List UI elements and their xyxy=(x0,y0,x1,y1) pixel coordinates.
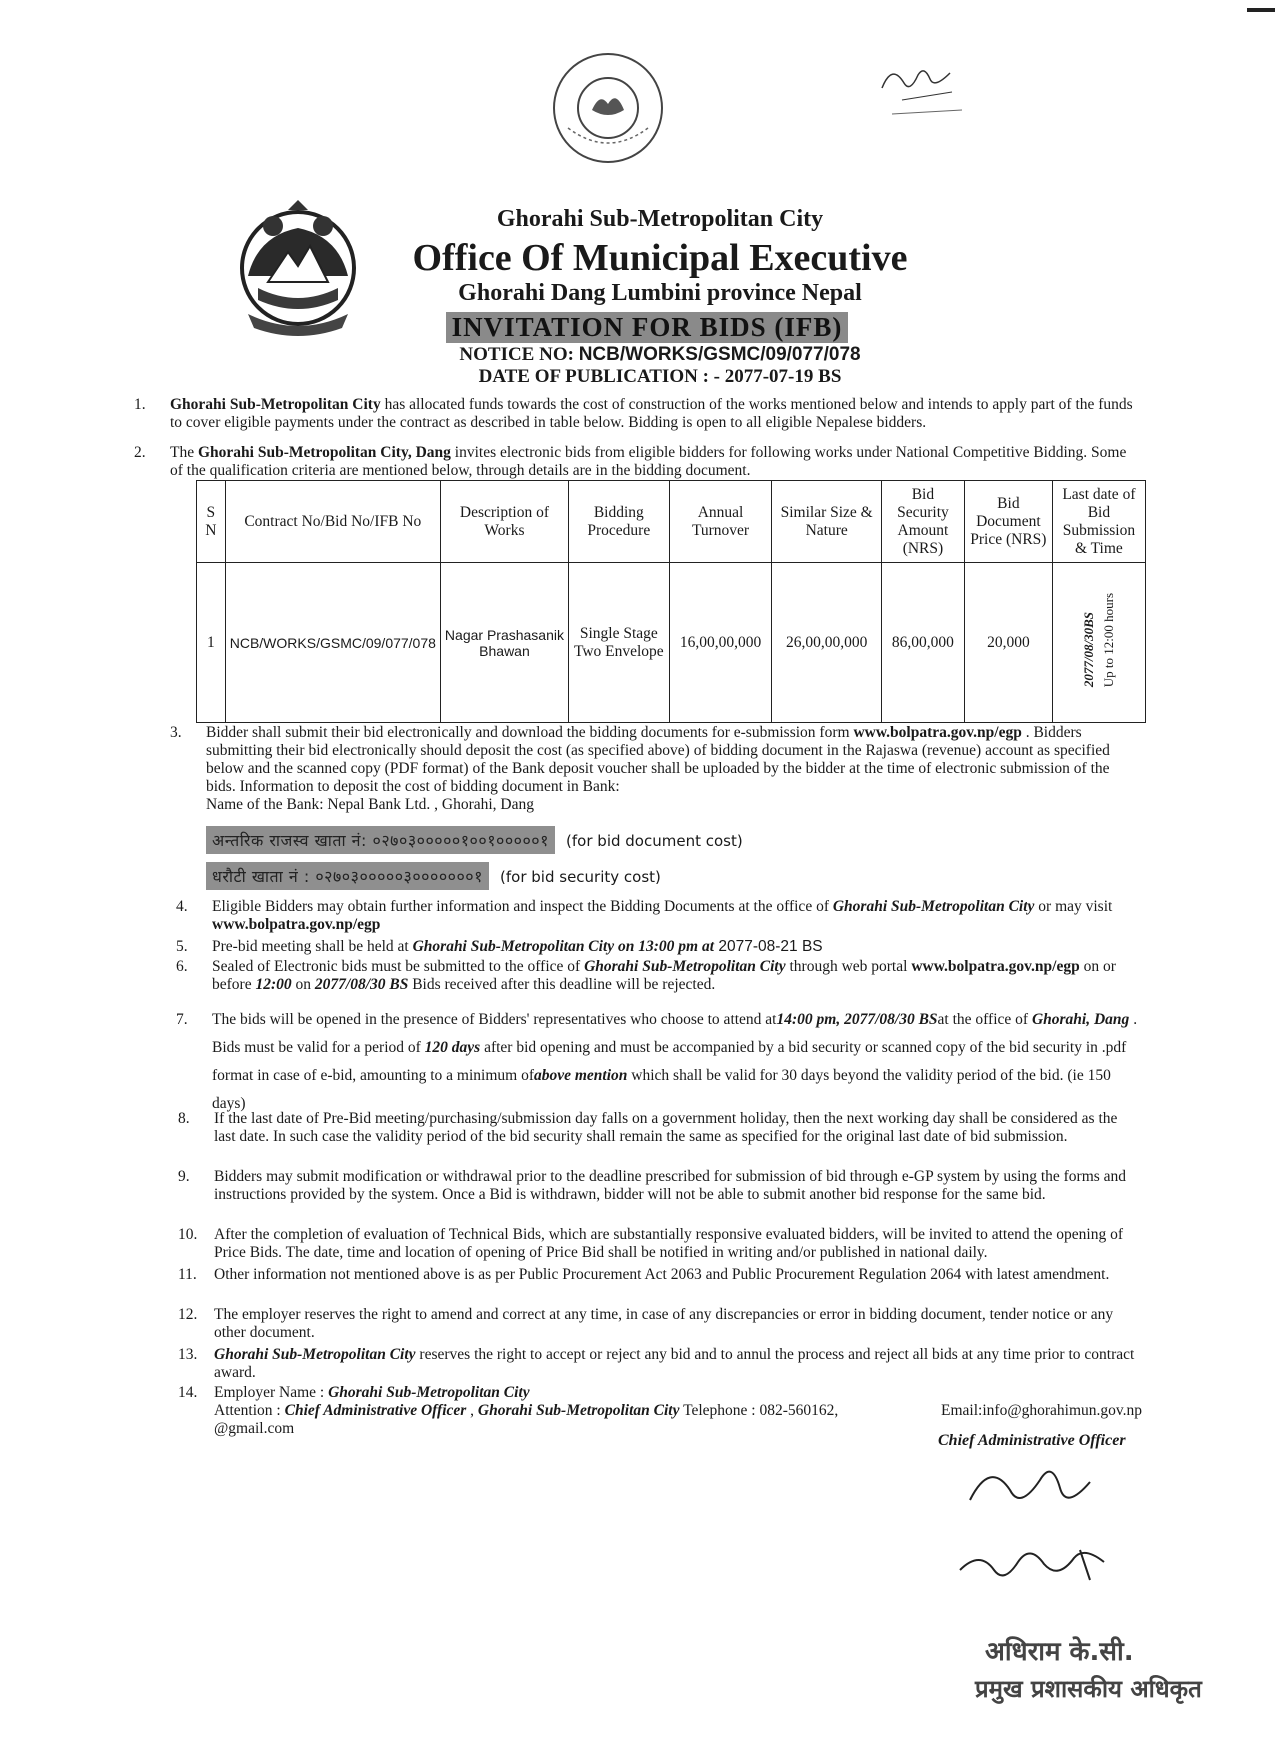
account-row-security xyxy=(206,862,661,890)
deadline-date: 2077/08/30BS xyxy=(1080,612,1096,688)
cell-description: Nagar Prashasanik Bhawan xyxy=(440,563,568,723)
city-name: Ghorahi Sub-Metropolitan City xyxy=(496,206,824,232)
clause-8: 8. If the last date of Pre-Bid meeting/purchasing/submission day falls on a government holiday, then the next working day shall be considered as the last date. In such case the validity period of the bid security shall remain the same as specified for the original last date of bid submission. xyxy=(178,1110,1118,1145)
clause-2: 2. The Ghorahi Sub-Metropolitan City, Dang invites electronic bids from eligible bidders for following works under National Competitive Bidding. Some of the qualification criteria are mentioned below, through details are in the bidding document. xyxy=(134,444,1127,479)
clause-1: 1. Ghorahi Sub-Metropolitan City has allocated funds towards the cost of construction of the works mentioned below and intends to apply part of the funds to cover eligible payments under the contract as described in table below. Bidding is open to all eligible Nepalese bidders. xyxy=(134,396,1133,431)
table-header-row xyxy=(197,481,1146,563)
cell-price: 20,000 xyxy=(964,563,1052,723)
clause-11: 11. Other information not mentioned above is as per Public Procurement Act 2063 and Public Procurement Regulation 2064 with latest amendment. xyxy=(178,1266,1110,1283)
bids-table xyxy=(196,480,1146,723)
clause-6: 6. Sealed of Electronic bids must be submitted to the office of Ghorahi Sub-Metropolitan City through web portal www.bolpatra.gov.np/egp on or before 12:00 on 2077/08/30 BS Bids received after this deadline will be rejected. xyxy=(176,958,1116,993)
publication-date: DATE OF PUBLICATION : - 2077-07-19 BS xyxy=(478,366,842,387)
clause-5: 5. Pre-bid meeting shall be held at Ghorahi Sub-Metropolitan City on 13:00 pm at 2077-08-21 BS xyxy=(176,938,823,955)
cell-turnover: 16,00,00,000 xyxy=(669,563,772,723)
clause-13: 13. Ghorahi Sub-Metropolitan City reserves the right to accept or reject any bid and to annul the process and reject all bids at any time prior to contract award. xyxy=(178,1346,1135,1381)
col-security: Bid Security Amount (NRS) xyxy=(881,481,964,563)
office-address: Ghorahi Dang Lumbini province Nepal xyxy=(458,280,862,306)
cell-security: 86,00,000 xyxy=(881,563,964,723)
office-title: Office Of Municipal Executive xyxy=(412,237,908,279)
cell-sn: 1 xyxy=(197,563,226,723)
col-deadline: Last date of Bid Submission & Time xyxy=(1052,481,1145,563)
col-contract: Contract No/Bid No/IFB No xyxy=(225,481,440,563)
bank-name: Name of the Bank: Nepal Bank Ltd. , Ghorahi, Dang xyxy=(206,796,534,813)
clause-12: 12. The employer reserves the right to amend and correct at any time, in case of any discrepancies or error in bidding document, tender notice or any other document. xyxy=(178,1306,1114,1341)
col-turnover: Annual Turnover xyxy=(669,481,772,563)
notice-heading: INVITATION FOR BIDS (IFB) xyxy=(446,312,848,343)
col-sn: S N xyxy=(197,481,226,563)
cell-procedure: Single Stage Two Envelope xyxy=(568,563,669,723)
col-similar: Similar Size & Nature xyxy=(772,481,881,563)
clause-9: 9. Bidders may submit modification or withdrawal prior to the deadline prescribed for submission of bid through e-GP system by using the forms and instructions provided by the system. Once a Bid is withdrawn, bidder will not be able to submit another bid response for the same bid. xyxy=(178,1168,1127,1203)
cell-deadline xyxy=(1052,563,1145,723)
signatory-title: Chief Administrative Officer xyxy=(938,1432,1126,1449)
security-account-number: धरौटी खाता नं : ०२७०३०००००३०००००००१ xyxy=(206,862,489,890)
revenue-account-note: (for bid document cost) xyxy=(566,832,743,850)
col-description: Description of Works xyxy=(440,481,568,563)
contact-email[interactable]: Email:info@ghorahimun.gov.np xyxy=(941,1402,1142,1419)
table-row xyxy=(197,563,1146,723)
notice-number: NOTICE NO: NCB/WORKS/GSMC/09/077/078 xyxy=(459,344,861,365)
stamp-name: अधिराम के.सी. xyxy=(985,1637,1134,1667)
egp-link[interactable]: www.bolpatra.gov.np/egp xyxy=(911,958,1080,975)
cell-similar: 26,00,00,000 xyxy=(772,563,881,723)
deadline-time: Up to 12:00 hours xyxy=(1100,592,1116,688)
scan-edge-mark xyxy=(1247,8,1275,12)
clause-4: 4. Eligible Bidders may obtain further information and inspect the Bidding Documents at the office of Ghorahi Sub-Metropolitan City or may visit www.bolpatra.gov.np/egp xyxy=(176,898,1113,933)
clause-14: 14. Employer Name : Ghorahi Sub-Metropolitan City Attention : Chief Administrative Officer , Ghorahi Sub-Metropolitan City Telephone : 082-560162, Email:info@ghorahimun.gov.np @gmail.com xyxy=(178,1384,1142,1437)
handwritten-signature xyxy=(950,1460,1150,1610)
clause-3: 3. Bidder shall submit their bid electronically and download the bidding documents for e-submission form www.bolpatra.gov.np/egp . Bidders submitting their bid electronically should deposit the cost (as specified above) of bidding document in the Rajaswa (revenue) account as specified below and the scanned copy (PDF format) of the Bank deposit voucher shall be uploaded by the bidder at the time of electronic submission of the bids. Information to deposit the cost of bidding document in Bank: Name of the Bank: Nepal Bank Ltd. , Ghorahi, Dang xyxy=(206,724,1142,814)
col-price: Bid Document Price (NRS) xyxy=(964,481,1052,563)
office-seal-stamp xyxy=(548,48,668,168)
nepal-emblem-icon xyxy=(228,196,368,346)
stamp-title: प्रमुख प्रशासकीय अधिकृत xyxy=(975,1675,1202,1703)
egp-link[interactable]: www.bolpatra.gov.np/egp xyxy=(212,916,381,933)
clause-10: 10. After the completion of evaluation of Technical Bids, which are substantially responsive evaluated bidders, will be invited to attend the opening of Price Bids. The date, time and location of opening of Price Bid shall be notified in writing and/or published in national daily. xyxy=(178,1226,1124,1261)
cell-contract: NCB/WORKS/GSMC/09/077/078 xyxy=(225,563,440,723)
top-signature xyxy=(872,58,982,128)
egp-link[interactable]: www.bolpatra.gov.np/egp xyxy=(853,724,1022,741)
revenue-account-number: अन्तरिक राजस्व खाता नं: ०२७०३०००००१००१०००००१ xyxy=(206,826,555,854)
security-account-note: (for bid security cost) xyxy=(500,868,661,886)
col-procedure: Bidding Procedure xyxy=(568,481,669,563)
clause-7: 7. The bids will be opened in the presence of Bidders' representatives who choose to attend at14:00 pm, 2077/08/30 BSat the office of Ghorahi, Dang . Bids must be valid for a period of 120 days after bid opening and must be accompanied by a bid security or scanned copy of the bid security in .pdf format in case of e-bid, amounting to a minimum ofabove mention which shall be valid for 30 days beyond the validity period of the bid. (ie 150 days) xyxy=(176,1011,1138,1112)
account-row-document xyxy=(206,826,743,854)
